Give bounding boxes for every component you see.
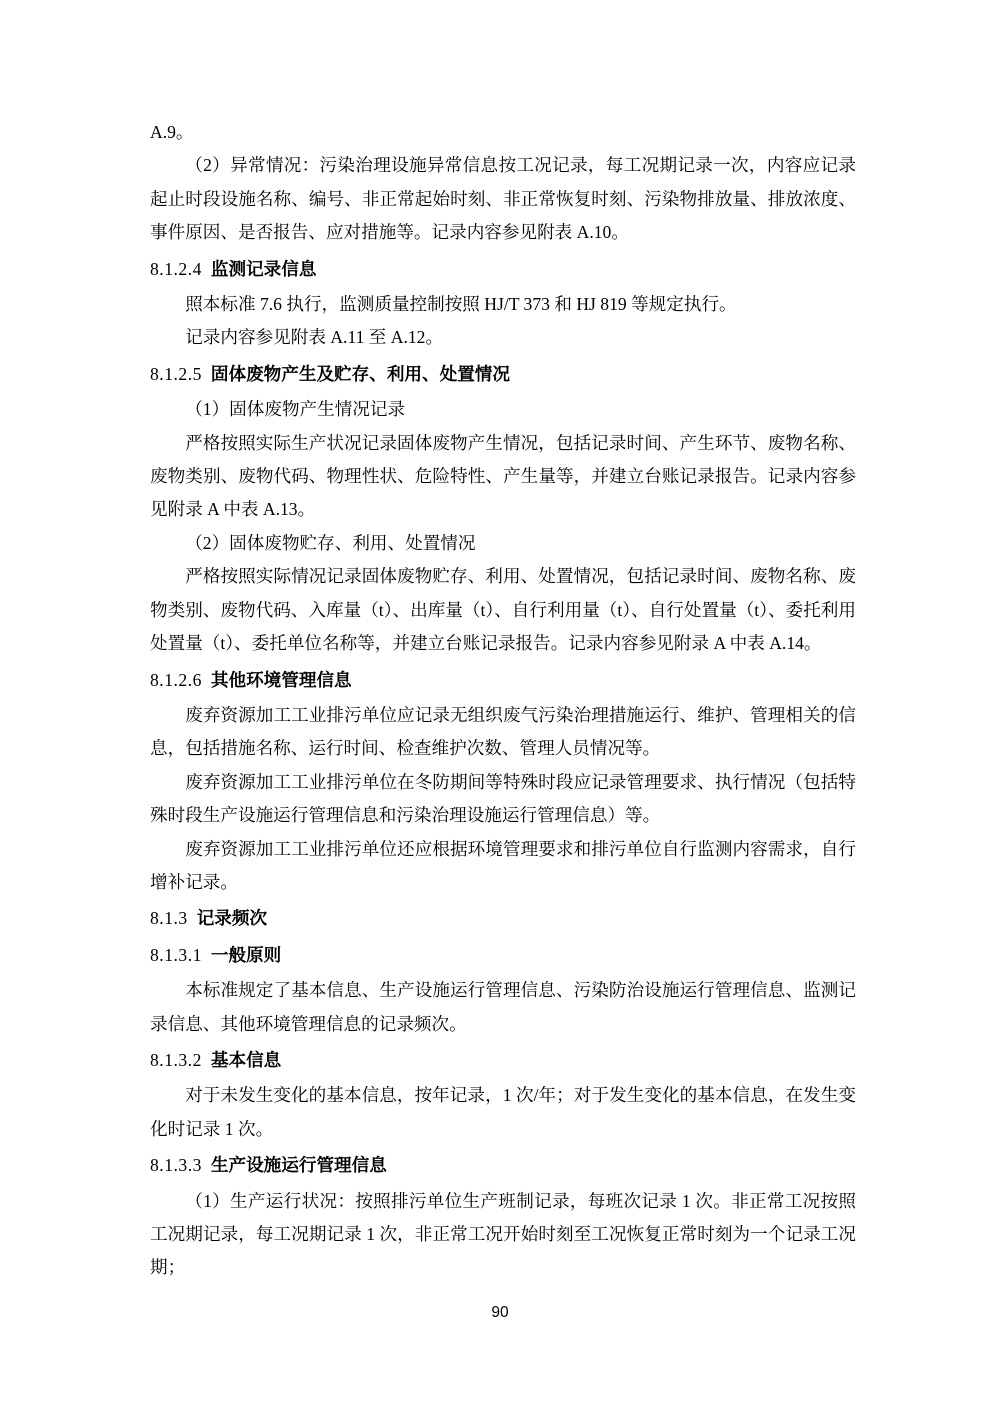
section-title: 其他环境管理信息: [210, 669, 352, 690]
section-number: 8.1.3.1: [150, 944, 202, 965]
document-content: [150, 116, 856, 1285]
section-title: 一般原则: [210, 944, 282, 965]
section-number: 8.1.2.5: [150, 363, 202, 384]
section-title: 记录频次: [196, 908, 268, 929]
paragraph-solid-waste-item2: （2）固体废物贮存、利用、处置情况: [185, 532, 476, 553]
paragraph-general-principle: 本标准规定了基本信息、生产设施运行管理信息、污染防治设施运行管理信息、监测记录信息、其他环境管理信息的记录频次。: [150, 980, 856, 1034]
paragraph-monitoring-ref: 记录内容参见附表 A.11 至 A.12。: [185, 327, 444, 348]
section-number: 8.1.2.6: [150, 669, 202, 690]
paragraph-other-env-1: 废弃资源加工工业排污单位应记录无组织废气污染治理措施运行、维护、管理相关的信息，包括措施名称、运行时间、检查维护次数、管理人员情况等。: [150, 704, 856, 759]
paragraph-production-status: （1）生产运行状况：按照排污单位生产班制记录，每班次记录 1 次。非正常工况按照工况期记录，每工况期记录 1 次，非正常工况开始时刻至工况恢复正常时刻为一个记录工况期；: [150, 1190, 856, 1278]
heading-8-1-3: [150, 902, 856, 935]
continuation-fragment: A.9。: [150, 122, 194, 142]
section-title: 基本信息: [210, 1049, 282, 1070]
paragraph-solid-waste-item1: （1）固体废物产生情况记录: [185, 399, 406, 420]
paragraph-other-env-2: 废弃资源加工工业排污单位在冬防期间等特殊时段应记录管理要求、执行情况（包括特殊时段生产设施运行管理信息和污染治理设施运行管理信息）等。: [150, 771, 856, 826]
section-title: 生产设施运行管理信息: [210, 1155, 387, 1176]
paragraph-abnormal-conditions: （2）异常情况：污染治理设施异常信息按工况记录，每工况期记录一次，内容应记录起止时段设施名称、编号、非正常起始时刻、非正常恢复时刻、污染物排放量、排放浓度、事件原因、是否报告、应对措施等。记录内容参见附表 A.10。: [150, 155, 856, 243]
section-title: 监测记录信息: [210, 258, 317, 279]
heading-8-1-3-2: [150, 1044, 856, 1077]
paragraph-monitoring-exec: 照本标准 7.6 执行，监测质量控制按照 HJ/T 373 和 HJ 819 等规定执行。: [185, 294, 737, 315]
paragraph-solid-waste-storage: 严格按照实际情况记录固体废物贮存、利用、处置情况，包括记录时间、废物名称、废物类别、废物代码、入库量（t）、出库量（t）、自行利用量（t）、自行处置量（t）、委托利用处置量（t）、委托单位名称等，并建立台账记录报告。记录内容参见附录 A 中表 A.14。: [150, 566, 856, 654]
heading-8-1-2-6: [150, 664, 856, 697]
heading-8-1-3-3: [150, 1149, 856, 1182]
page-number: 90: [491, 1304, 509, 1321]
paragraph-solid-waste-gen: 严格按照实际生产状况记录固体废物产生情况，包括记录时间、产生环节、废物名称、废物类别、废物代码、物理性状、危险特性、产生量等，并建立台账记录报告。记录内容参见附录 A 中表 A.13。: [150, 432, 856, 520]
section-title: 固体废物产生及贮存、利用、处置情况: [210, 363, 510, 384]
paragraph-basic-info-freq: 对于未发生变化的基本信息，按年记录，1 次/年；对于发生变化的基本信息，在发生变化时记录 1 次。: [150, 1085, 856, 1139]
heading-8-1-3-1: [150, 939, 856, 972]
section-number: 8.1.3.3: [150, 1155, 202, 1176]
heading-8-1-2-5: [150, 358, 856, 391]
section-number: 8.1.2.4: [150, 258, 202, 279]
paragraph-other-env-3: 废弃资源加工工业排污单位还应根据环境管理要求和排污单位自行监测内容需求，自行增补记录。: [150, 838, 856, 892]
section-number: 8.1.3.2: [150, 1049, 202, 1070]
heading-8-1-2-4: [150, 253, 856, 286]
section-number: 8.1.3: [150, 908, 188, 929]
